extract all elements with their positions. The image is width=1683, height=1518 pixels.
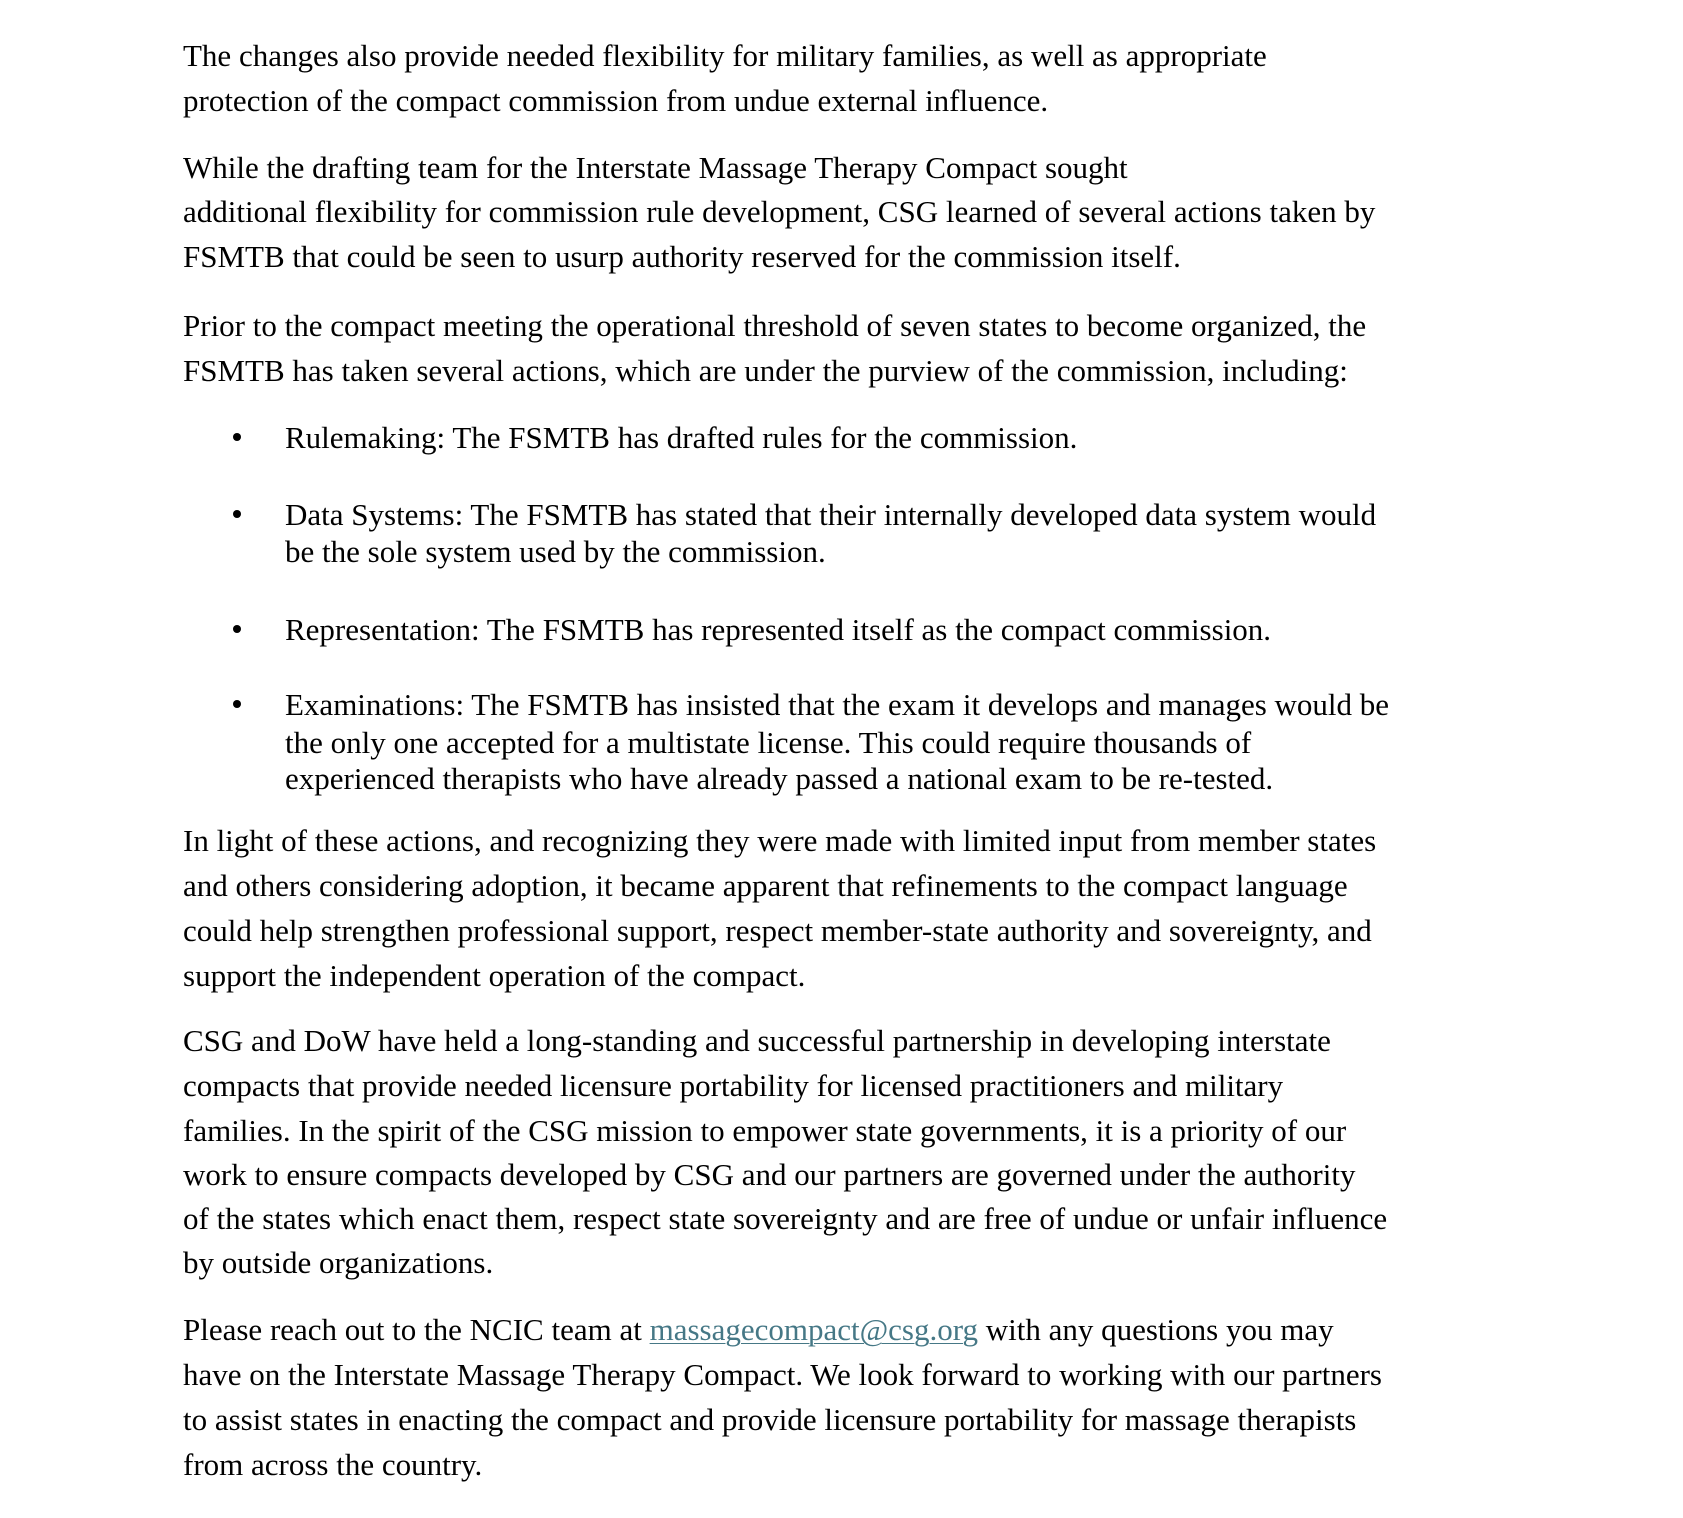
paragraph-5-line-5: of the states which enact them, respect state sovereignty and are free of undue or unfair influence [183, 1201, 1388, 1236]
bullet-1-line-1: Rulemaking: The FSMTB has drafted rules for the commission. [285, 420, 1078, 455]
paragraph-2-line-2: additional flexibility for commission rule development, CSG learned of several actions taken by [183, 194, 1376, 229]
paragraph-5-line-4: work to ensure compacts developed by CSG and our partners are governed under the authority [183, 1157, 1356, 1192]
paragraph-5-line-3: families. In the spirit of the CSG mission to empower state governments, it is a priority of our [183, 1113, 1347, 1148]
paragraph-3-line-1: Prior to the compact meeting the operational threshold of seven states to become organized, the [183, 308, 1367, 343]
paragraph-4-line-4: support the independent operation of the compact. [183, 958, 806, 993]
paragraph-4-line-1: In light of these actions, and recognizing they were made with limited input from member states [183, 823, 1377, 858]
bullet-dot-icon [233, 625, 241, 633]
paragraph-6-text-before-link: Please reach out to the NCIC team at [183, 1312, 650, 1347]
bullet-4-line-1: Examinations: The FSMTB has insisted that the exam it develops and manages would be [285, 687, 1390, 722]
bullet-2-line-1: Data Systems: The FSMTB has stated that their internally developed data system would [285, 497, 1377, 532]
paragraph-6-line-4: from across the country. [183, 1447, 483, 1482]
paragraph-6-line-1 [183, 1314, 1334, 1345]
bullet-dot-icon [233, 433, 241, 441]
paragraph-4-line-2: and others considering adoption, it became apparent that refinements to the compact language [183, 868, 1348, 903]
paragraph-5-line-2: compacts that provide needed licensure portability for licensed practitioners and military [183, 1068, 1284, 1103]
paragraph-1-line-1: The changes also provide needed flexibility for military families, as well as appropriate [183, 38, 1267, 73]
paragraph-3-line-2: FSMTB has taken several actions, which are under the purview of the commission, including: [183, 353, 1348, 388]
paragraph-2-line-1: While the drafting team for the Interstate Massage Therapy Compact sought [183, 150, 1128, 185]
bullet-3-line-1: Representation: The FSMTB has represented itself as the compact commission. [285, 612, 1272, 647]
bullet-4-line-2: the only one accepted for a multistate license. This could require thousands of [285, 725, 1252, 760]
paragraph-5-line-1: CSG and DoW have held a long-standing and successful partnership in developing interstate [183, 1023, 1331, 1058]
bullet-2-line-2: be the sole system used by the commission. [285, 534, 826, 569]
bullet-dot-icon [233, 700, 241, 708]
bullet-4-line-3: experienced therapists who have already passed a national exam to be re-tested. [285, 761, 1274, 796]
paragraph-4-line-3: could help strengthen professional support, respect member-state authority and sovereignty, and [183, 913, 1372, 948]
bullet-dot-icon [233, 510, 241, 518]
paragraph-5-line-6: by outside organizations. [183, 1245, 494, 1280]
paragraph-1-line-2: protection of the compact commission from undue external influence. [183, 83, 1049, 118]
paragraph-6-line-2: have on the Interstate Massage Therapy Compact. We look forward to working with our partners [183, 1357, 1382, 1392]
email-link[interactable]: massagecompact@csg.org [649, 1312, 978, 1347]
paragraph-6-line-3: to assist states in enacting the compact and provide licensure portability for massage therapists [183, 1402, 1357, 1437]
paragraph-6-text-after-link: with any questions you may [977, 1312, 1334, 1347]
paragraph-2-line-3: FSMTB that could be seen to usurp authority reserved for the commission itself. [183, 239, 1181, 274]
